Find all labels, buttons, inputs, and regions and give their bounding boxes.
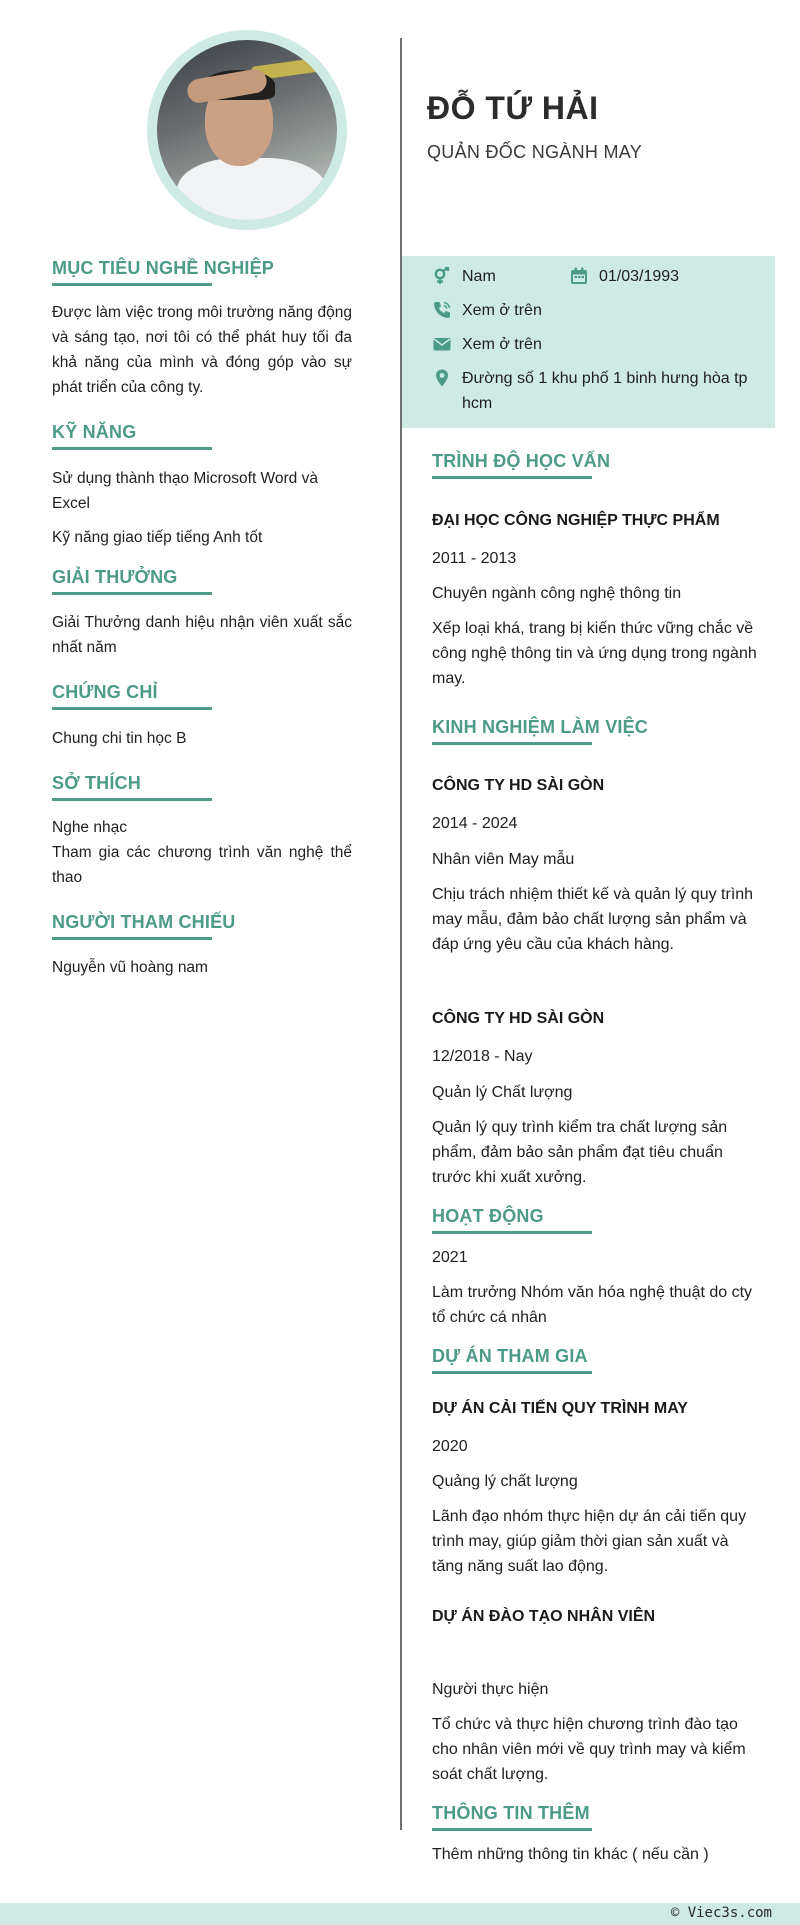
certs-title: CHỨNG CHỈ [52, 682, 158, 702]
address-value: Đường số 1 khu phố 1 binh hưng hòa tp hcm [462, 370, 748, 412]
project-name: DỰ ÁN ĐÀO TẠO NHÂN VIÊN [432, 1608, 656, 1625]
job-period: 12/2018 - Nay [432, 1048, 533, 1065]
hobbies-underline [52, 798, 212, 801]
candidate-role: QUẢN ĐỐC NGÀNH MAY [427, 142, 643, 162]
envelope-icon [432, 334, 452, 354]
job-period: 2014 - 2024 [432, 815, 518, 832]
hobby-item: Tham gia các chương trình văn nghệ thể thao [52, 844, 352, 886]
contact-panel [402, 256, 775, 428]
education-desc: Xếp loại khá, trang bị kiến thức vững chắc về công nghệ thông tin và ứng dụng trong ngành may. [432, 620, 757, 687]
projects-title: DỰ ÁN THAM GIA [432, 1346, 588, 1366]
gender-icon [432, 266, 452, 286]
skill-item: Sử dụng thành thạo Microsoft Word và Excel [52, 470, 318, 512]
education-major: Chuyên ngành công nghệ thông tin [432, 585, 682, 602]
footer-bar [0, 1903, 800, 1925]
activity-year: 2021 [432, 1249, 468, 1266]
project-role: Người thực hiện [432, 1681, 549, 1698]
education-school: ĐẠI HỌC CÔNG NGHIỆP THỰC PHẨM [432, 512, 720, 529]
calendar-icon [569, 266, 589, 286]
project-name: DỰ ÁN CẢI TIẾN QUY TRÌNH MAY [432, 1400, 688, 1417]
email-value: Xem ở trên [462, 336, 542, 353]
project-desc: Lãnh đạo nhóm thực hiện dự án cải tiến quy trình may, giúp giảm thời gian sản xuất và tăng năng suất lao động. [432, 1508, 747, 1575]
dob-row [569, 264, 679, 289]
certs-text: Chung chi tin học B [52, 730, 187, 747]
objective-text: Được làm việc trong môi trường năng động và sáng tạo, nơi tôi có thể phát huy tối đa khả năng của mình và đóng góp vào sự phát triển của công ty. [52, 304, 352, 396]
job-desc: Quản lý quy trình kiểm tra chất lượng sản phẩm, đảm bảo sản phẩm đạt tiêu chuẩn trước khi xuất xưởng. [432, 1119, 728, 1186]
education-title: TRÌNH ĐỘ HỌC VẤN [432, 451, 611, 471]
skill-item: Kỹ năng giao tiếp tiếng Anh tốt [52, 529, 263, 546]
job-desc: Chịu trách nhiệm thiết kế và quản lý quy trình may mẫu, đảm bảo chất lượng sản phẩm và đáp ứng yêu cầu của khách hàng. [432, 886, 754, 953]
references-underline [52, 937, 212, 940]
email-row [432, 332, 542, 357]
gender-row [432, 264, 496, 289]
address-row [432, 366, 752, 416]
project-role: Quảng lý chất lượng [432, 1473, 578, 1490]
map-pin-icon [432, 368, 452, 388]
activities-title: HOẠT ĐỘNG [432, 1206, 544, 1226]
education-underline [432, 476, 592, 479]
awards-underline [52, 592, 212, 595]
footer-credit: © Viec3s.com [670, 1905, 772, 1921]
phone-value: Xem ở trên [462, 302, 542, 319]
extra-text: Thêm những thông tin khác ( nếu cần ) [432, 1846, 709, 1863]
awards-text: Giải Thưởng danh hiệu nhận viên xuất sắc nhất năm [52, 614, 352, 656]
references-title: NGƯỜI THAM CHIẾU [52, 912, 236, 932]
profile-photo [157, 40, 337, 220]
objective-title: MỤC TIÊU NGHỀ NGHIỆP [52, 258, 275, 278]
candidate-name: ĐỖ TỨ HẢI [427, 90, 599, 126]
projects-underline [432, 1371, 592, 1374]
phone-row [432, 298, 542, 323]
project-desc: Tổ chức và thực hiện chương trình đào tạo cho nhân viên mới về quy trình may và kiểm soát chất lượng. [432, 1716, 746, 1783]
project-year: 2020 [432, 1438, 468, 1455]
hobbies-title: SỞ THÍCH [52, 773, 141, 793]
job-position: Nhân viên May mẫu [432, 851, 575, 868]
skills-underline [52, 447, 212, 450]
skills-title: KỸ NĂNG [52, 422, 137, 442]
job-company: CÔNG TY HD SÀI GÒN [432, 777, 605, 794]
avatar [147, 30, 347, 230]
activity-desc: Làm trưởng Nhóm văn hóa nghệ thuật do cty tổ chức cá nhân [432, 1284, 753, 1326]
dob-value: 01/03/1993 [599, 268, 680, 285]
gender-value: Nam [462, 268, 496, 285]
extra-title: THÔNG TIN THÊM [432, 1803, 590, 1823]
job-position: Quản lý Chất lượng [432, 1084, 573, 1101]
job-company: CÔNG TY HD SÀI GÒN [432, 1010, 605, 1027]
references-text: Nguyễn vũ hoàng nam [52, 959, 208, 976]
experience-title: KINH NGHIỆM LÀM VIỆC [432, 717, 649, 737]
certs-underline [52, 707, 212, 710]
objective-underline [52, 283, 212, 286]
activities-underline [432, 1231, 592, 1234]
experience-underline [432, 742, 592, 745]
hobby-item: Nghe nhạc [52, 819, 127, 836]
awards-title: GIẢI THƯỞNG [52, 567, 178, 587]
extra-underline [432, 1828, 592, 1831]
education-period: 2011 - 2013 [432, 550, 517, 567]
phone-icon [432, 300, 452, 320]
